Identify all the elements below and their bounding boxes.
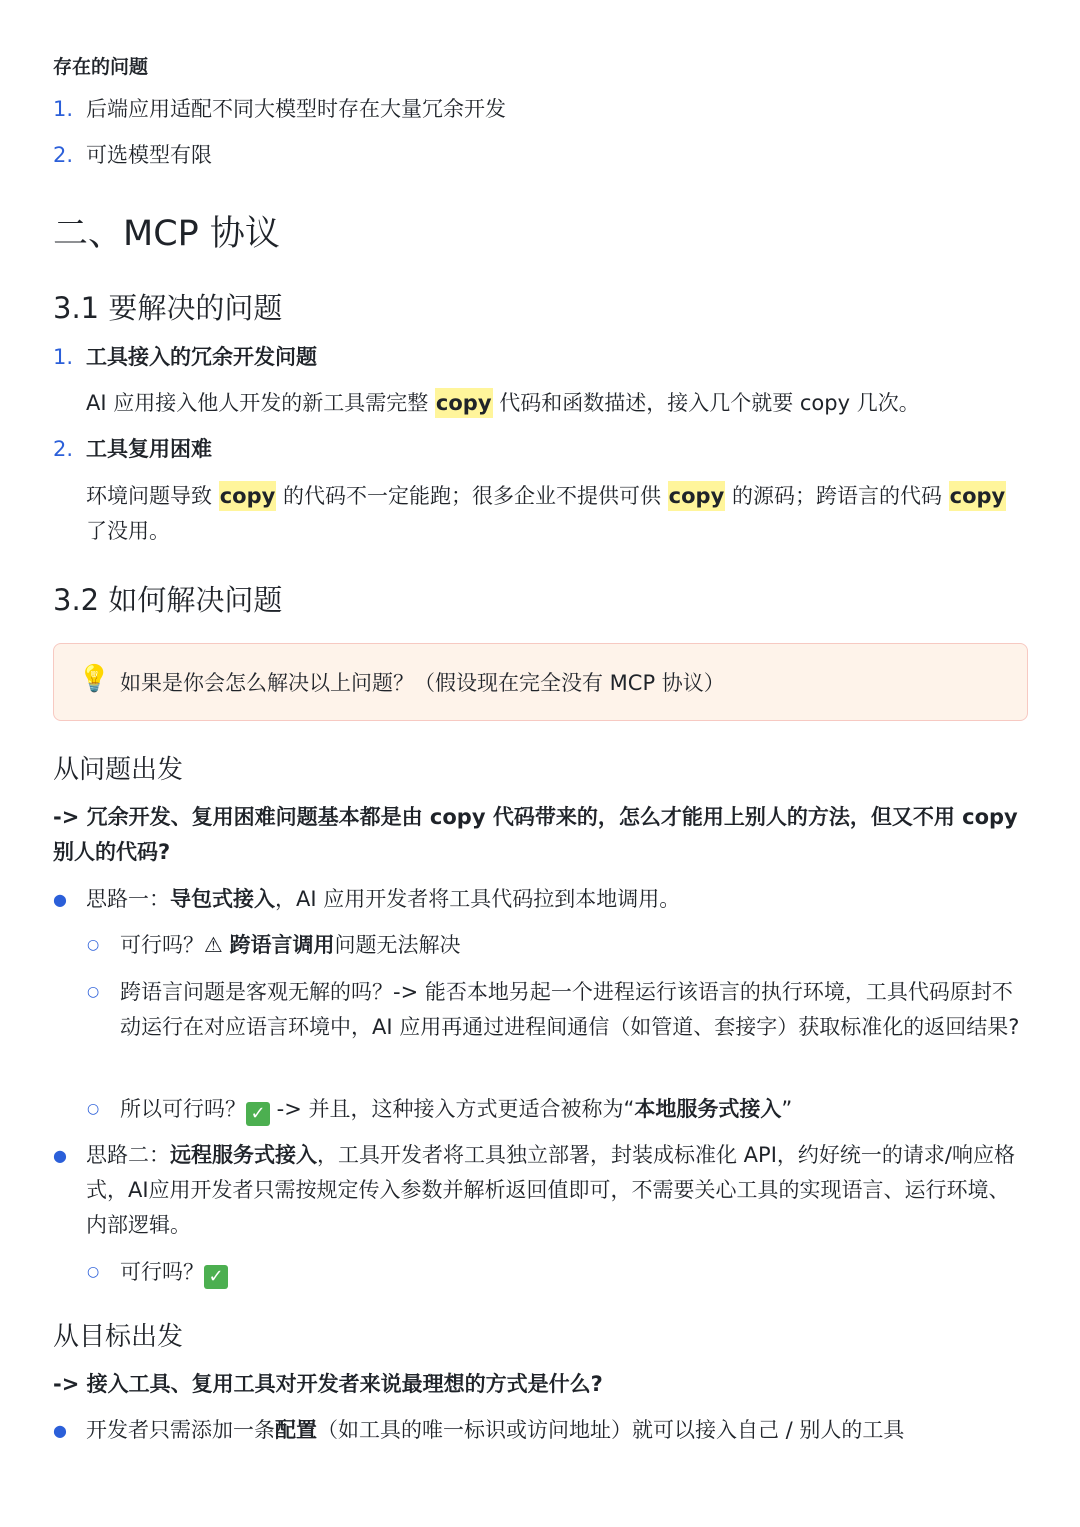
lightbulb-icon: 💡 <box>78 664 111 694</box>
hollow-bullet-icon: ○ <box>87 1264 100 1280</box>
list-number: 1. <box>53 345 74 369</box>
text-segment: 跨语言问题是客观无解的吗？-> 能否本地另起一个进程运行该语言的执行环境，工具代码原封不动运行在对应语言环境中，AI 应用再通过进程间通信（如管道、套接字）获取标准化的返回结果? <box>120 980 1020 1039</box>
text-segment: 代码和函数描述，接入几个就要 copy 几次。 <box>492 391 920 415</box>
list-item <box>53 92 1030 127</box>
question-paragraph: -> 冗余开发、复用困难问题基本都是由 copy 代码带来的，怎么才能用上别人的方法，但又不用 copy 别人的代码? <box>53 805 1018 864</box>
text-segment: ，AI 应用开发者将工具代码拉到本地调用。 <box>275 887 681 911</box>
bold-text: 配置 <box>275 1418 317 1442</box>
text-segment: AI 应用接入他人开发的新工具需完整 <box>86 391 435 415</box>
rich-text <box>120 928 1030 963</box>
sub-bullet-item <box>53 1255 1030 1290</box>
text-segment: ” <box>781 1097 793 1121</box>
text-segment: 环境问题导致 <box>86 484 219 508</box>
list-item <box>53 432 1030 467</box>
text-segment: （如工具的唯一标识或访问地址）就可以接入自己 / 别人的工具 <box>317 1418 905 1442</box>
hollow-bullet-icon: ○ <box>87 1101 100 1117</box>
bullet-item <box>53 882 1030 917</box>
rich-text <box>120 1092 1030 1127</box>
text-segment: 思路一： <box>86 887 170 911</box>
bold-text: 远程服务式接入 <box>170 1143 317 1167</box>
text-segment: 的代码不一定能跑；很多企业不提供可供 <box>276 484 668 508</box>
list-number: 2. <box>53 143 74 167</box>
bullet-icon: ● <box>53 1146 67 1165</box>
sub-bullet-item <box>53 975 1030 1045</box>
list-number: 2. <box>53 437 74 461</box>
list-text: 后端应用适配不同大模型时存在大量冗余开发 <box>86 97 506 121</box>
text-segment: 可行吗？ <box>120 1260 204 1284</box>
text-segment: 的源码；跨语言的代码 <box>725 484 949 508</box>
bold-text: 导包式接入 <box>170 887 275 911</box>
text-segment: 所以可行吗？ <box>120 1097 246 1121</box>
check-mark-icon: ✓ <box>204 1265 228 1289</box>
text-segment: 问题无法解决 <box>334 933 461 957</box>
bold-text: 跨语言调用 <box>229 933 335 957</box>
list-item <box>53 138 1030 173</box>
sub-bullet-item <box>53 928 1030 963</box>
check-mark-icon: ✓ <box>246 1102 270 1126</box>
hollow-bullet-icon: ○ <box>87 937 100 953</box>
paragraph <box>53 479 1030 549</box>
heading-from-goal: 从目标出发 <box>53 1322 184 1352</box>
text-segment: 可行吗？⚠ <box>120 933 230 957</box>
heading-mcp-protocol: 二、MCP 协议 <box>53 214 280 254</box>
bullet-item <box>53 1138 1030 1243</box>
hollow-bullet-icon: ○ <box>87 984 100 1000</box>
highlighted-text: copy <box>435 388 493 418</box>
paragraph <box>53 386 1030 421</box>
question-paragraph: -> 接入工具、复用工具对开发者来说最理想的方式是什么? <box>53 1372 603 1396</box>
callout-box <box>53 643 1028 721</box>
text-segment: 开发者只需添加一条 <box>86 1418 275 1442</box>
list-title: 工具复用困难 <box>86 437 212 461</box>
bullet-item <box>53 1413 1030 1448</box>
list-item <box>53 340 1030 375</box>
sub-bullet-item <box>53 1092 1030 1127</box>
rich-text <box>86 882 1030 917</box>
text-segment: -> 并且，这种接入方式更适合被称为“ <box>270 1097 635 1121</box>
rich-text <box>86 1138 1030 1243</box>
heading-3-1: 3.1 要解决的问题 <box>53 291 283 325</box>
highlighted-text: copy <box>668 481 726 511</box>
list-text: 可选模型有限 <box>86 143 212 167</box>
text-segment: 思路二： <box>86 1143 170 1167</box>
bold-text: 本地服务式接入 <box>634 1097 782 1121</box>
heading-from-problem: 从问题出发 <box>53 755 184 785</box>
list-number: 1. <box>53 97 74 121</box>
bullet-icon: ● <box>53 1421 67 1440</box>
heading-3-2: 3.2 如何解决问题 <box>53 583 283 617</box>
text-segment: ，工具开发者将工具独立部署，封装成标准化 API，约好统一的请求/响应格式，AI应用开发者只需按规定传入参数并解析返回值即可，不需要关心工具的实现语言、运行环境、内部逻辑。 <box>86 1143 1015 1237</box>
highlighted-text: copy <box>219 481 277 511</box>
highlighted-text: copy <box>949 481 1007 511</box>
list-title: 工具接入的冗余开发问题 <box>86 345 317 369</box>
rich-text <box>120 1255 1030 1290</box>
rich-text <box>86 1413 1030 1448</box>
rich-text <box>120 975 1030 1045</box>
text-segment: 了没用。 <box>86 519 170 543</box>
section-title-problems: 存在的问题 <box>53 56 149 78</box>
callout-text: 如果是你会怎么解决以上问题？（假设现在完全没有 MCP 协议） <box>120 671 725 695</box>
bullet-icon: ● <box>53 890 67 909</box>
rich-text <box>86 386 1030 421</box>
rich-text <box>86 479 1030 549</box>
